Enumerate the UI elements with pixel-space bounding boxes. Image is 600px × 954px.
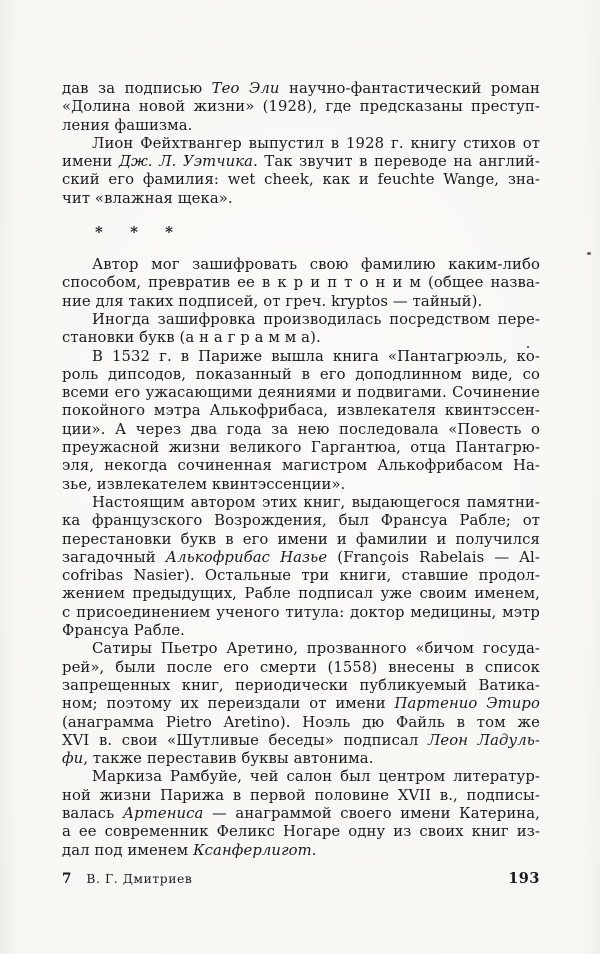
text-segment: Сатиры Пьетро Аретино, прозванного «бичом госуда-: [92, 640, 540, 658]
text-line: [62, 293, 540, 311]
paragraph: [62, 80, 540, 135]
text-line: [62, 622, 540, 640]
book-author: В. Г. Дмитриев: [86, 872, 193, 886]
text-line: [62, 117, 540, 135]
text-line: [62, 494, 540, 512]
scan-speck: [527, 346, 529, 348]
text-line: [62, 274, 540, 292]
text-segment: Лион Фейхтвангер выпустил в 1928 г. книгу стихов от: [92, 134, 540, 152]
text-segment: имени: [62, 153, 119, 171]
text-line: [62, 695, 540, 713]
text-segment: Франсуа Рабле.: [62, 622, 185, 640]
text-segment: . Так звучит в переводе на англий-: [253, 153, 540, 171]
text-segment: — анаграммой своего имени Катерина,: [203, 804, 540, 822]
italic-text: Алькофрибас Назье: [165, 548, 328, 566]
text-line: [62, 549, 540, 567]
text-segment: , также переставив буквы автонима.: [83, 750, 374, 768]
text-line: [62, 171, 540, 189]
italic-text: Тео Эли: [211, 80, 280, 97]
text-line: [62, 585, 540, 603]
text-line: [62, 311, 540, 329]
text-segment: с присоединением ученого титула: доктор медицины, мэтр: [62, 603, 540, 621]
text-line: [62, 421, 540, 439]
text-line: [62, 190, 540, 208]
text-segment: Маркиза Рамбуйе, чей салон был центром литератур-: [92, 768, 540, 786]
text-segment: cofribas Nasier). Остальные три книги, ставшие продол-: [62, 567, 540, 585]
text-line: [62, 768, 540, 786]
text-segment: жением предыдущих, Рабле подписал уже своим именем,: [62, 585, 540, 603]
page-footer: [62, 870, 540, 887]
text-line: [62, 366, 540, 384]
text-segment: (François Rabelais — Al-: [327, 548, 540, 566]
scan-speck: [587, 252, 591, 255]
text-segment: ления фашизма.: [62, 116, 193, 134]
italic-text: фи: [62, 750, 84, 768]
text-line: [62, 531, 540, 549]
text-line: [62, 823, 540, 841]
text-line: [62, 135, 540, 153]
text-segment: ка французского Возрождения, был Франсуа Рабле; от: [62, 512, 540, 530]
page-number: 193: [508, 870, 540, 887]
text-line: [62, 384, 540, 402]
text-segment: (анаграмма Pietro Aretino). Ноэль дю Файль в том же: [62, 713, 540, 731]
text-segment: роль дипсодов, показанный в его доподлинном виде, со: [62, 365, 540, 383]
text-segment: XVI в. свои «Шутливые беседы» подписал: [62, 731, 428, 749]
text-segment: научно-фантастический роман: [279, 80, 540, 97]
text-segment: преужасной жизни великого Гаргантюа, отца Пантагрю-: [62, 439, 540, 457]
text-segment: а ее современник Феликс Ногаре одну из своих книг из-: [62, 823, 540, 841]
text-segment: дав за подписью: [62, 80, 212, 97]
text-segment: ной жизни Парижа в первой половине XVII в., подписы-: [62, 786, 540, 804]
text-line: [62, 329, 540, 347]
text-segment: валась: [62, 804, 123, 822]
text-segment: Настоящим автором этих книг, выдающегося памятни-: [92, 493, 540, 511]
text-segment: В 1532 г. в Париже вышла книга «Пантагрюэль, ко-: [92, 347, 540, 365]
italic-text: Партенио Этиро: [394, 695, 540, 713]
text-segment: ский его фамилия: wet cheek, как и feuchte Wange, зна-: [62, 171, 540, 189]
text-line: [62, 659, 540, 677]
text-line: [62, 457, 540, 475]
text-line: [62, 348, 540, 366]
text-line: [62, 256, 540, 274]
paragraph: [62, 311, 540, 348]
italic-text: Ксанферлигот: [193, 841, 312, 859]
text-segment: ном; поэтому их переиздали от имени: [62, 695, 395, 713]
text-segment: перестановки букв в его имени и фамилии и получился: [62, 530, 540, 548]
text-line: [62, 567, 540, 585]
text-line: [62, 640, 540, 658]
text-line: [62, 512, 540, 530]
text-line: [62, 80, 540, 98]
text-segment: эля, некогда сочиненная магистром Алькофрибасом На-: [62, 457, 540, 475]
text-segment: ции». А через два года за нею последовала «Повесть о: [62, 420, 540, 438]
text-segment: рей», были после его смерти (1558) внесены в список: [62, 658, 540, 676]
italic-text: Леон Ладуль-: [427, 731, 540, 749]
text-line: [62, 153, 540, 171]
text-line: [62, 714, 540, 732]
paragraph: [62, 640, 540, 768]
paragraph: [62, 135, 540, 208]
text-segment: Иногда зашифровка производилась посредством пере-: [92, 310, 540, 328]
text-segment: становки букв (а н а г р а м м а).: [62, 329, 321, 347]
text-line: [62, 402, 540, 420]
footer-left: [62, 871, 192, 887]
text-line: [62, 476, 540, 494]
text-line: [62, 98, 540, 116]
italic-text: Дж. Л. Уэтчика: [118, 153, 254, 171]
text-line: [62, 787, 540, 805]
text-segment: всеми его ужасающими деяниями и подвигами. Сочинение: [62, 384, 540, 402]
paragraph: [62, 494, 540, 640]
text-segment: «Долина новой жизни» (1928), где предсказаны преступ-: [62, 98, 540, 116]
text-line: [62, 439, 540, 457]
text-line: [62, 750, 540, 768]
italic-text: Артениса: [122, 804, 204, 822]
text-segment: зье, извлекателем квинтэссенции».: [62, 475, 346, 493]
text-segment: загадочный: [62, 548, 166, 566]
text-line: [62, 604, 540, 622]
text-segment: покойного мэтра Алькофрибаса, извлекателя квинтэссен-: [62, 402, 540, 420]
text-line: [62, 732, 540, 750]
text-segment: ние для таких подписей, от греч. kryptos — тайный).: [62, 292, 483, 310]
paragraph: [62, 256, 540, 311]
text-line: [62, 842, 540, 860]
paragraph: [62, 768, 540, 859]
text-segment: дал под именем: [62, 841, 194, 859]
text-line: [62, 805, 540, 823]
text-segment: способом, превратив ее в к р и п т о н и м (общее назва-: [62, 274, 540, 292]
text-block: [62, 80, 540, 860]
text-segment: .: [311, 841, 317, 859]
text-segment: чит «влажная щека».: [62, 189, 233, 207]
section-separator: * * *: [95, 223, 184, 242]
paragraph: [62, 348, 540, 494]
text-line: [62, 677, 540, 695]
text-segment: запрещенных книг, периодически публикуемый Ватика-: [62, 676, 540, 694]
text-segment: Автор мог зашифровать свою фамилию каким-либо: [92, 256, 540, 274]
signature-number: 7: [62, 871, 72, 887]
